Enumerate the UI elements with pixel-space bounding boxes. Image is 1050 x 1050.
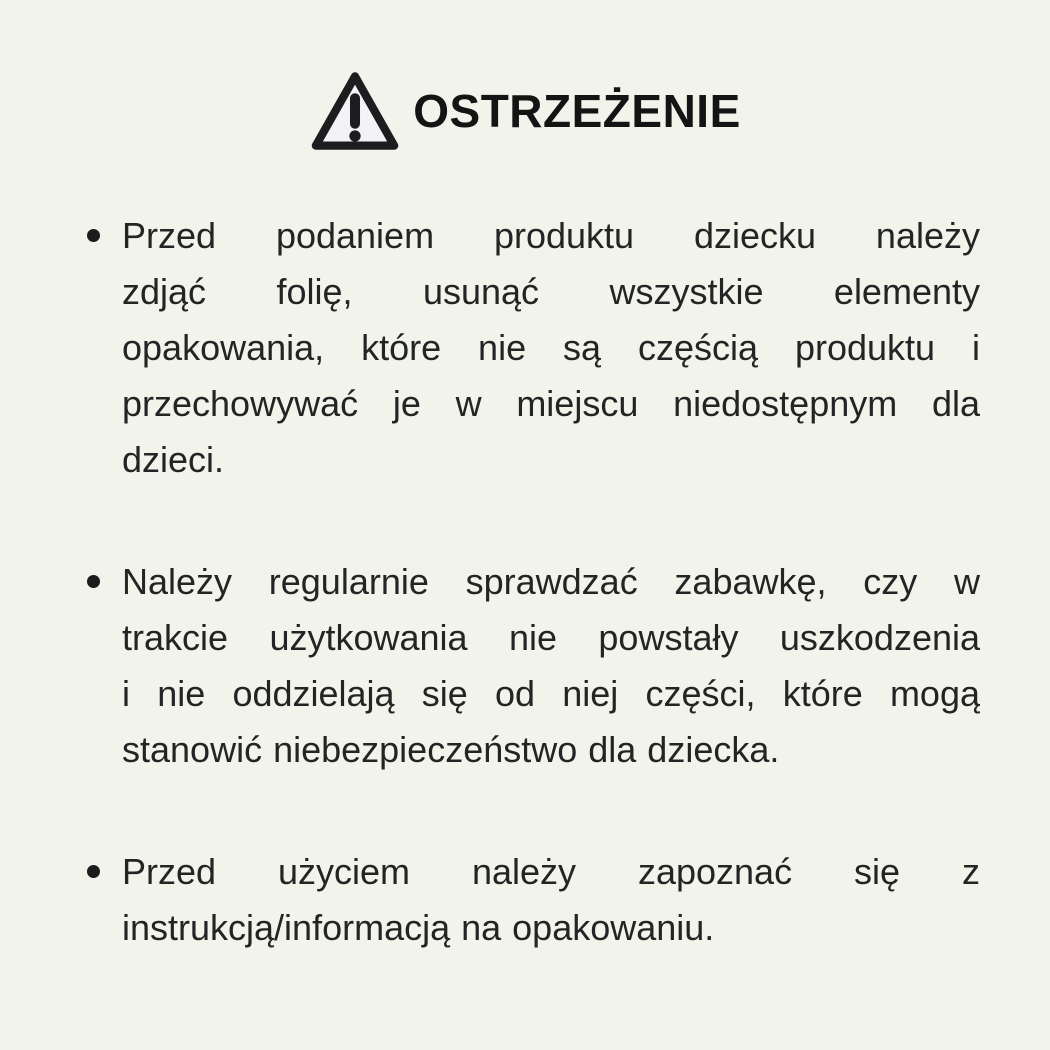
bullet-dot-icon bbox=[87, 575, 100, 588]
warning-text-line: instrukcją/informacją na opakowaniu. bbox=[122, 907, 715, 948]
warning-header bbox=[0, 0, 1050, 152]
warning-text-line: trakcie użytkowania nie powstały uszkodzenia bbox=[122, 617, 980, 658]
list-item bbox=[84, 844, 980, 956]
warning-list bbox=[84, 208, 980, 956]
warning-text-line: Należy regularnie sprawdzać zabawkę, czy w bbox=[122, 561, 980, 602]
warning-text-line: zdjąć folię, usunąć wszystkie elementy bbox=[122, 271, 980, 312]
warning-text-line: przechowywać je w miejscu niedostępnym dla bbox=[122, 383, 980, 424]
warning-text-line: stanowić niebezpieczeństwo dla dziecka. bbox=[122, 729, 780, 770]
warning-triangle-icon bbox=[309, 70, 401, 152]
bullet-dot-icon bbox=[87, 865, 100, 878]
warning-text-line: dzieci. bbox=[122, 439, 225, 480]
list-item bbox=[84, 208, 980, 488]
list-item bbox=[84, 554, 980, 778]
warning-text-line: Przed użyciem należy zapoznać się z bbox=[122, 851, 980, 892]
warning-text-line: Przed podaniem produktu dziecku należy bbox=[122, 215, 980, 256]
bullet-dot-icon bbox=[87, 229, 100, 242]
page-title: OSTRZEŻENIE bbox=[413, 85, 741, 137]
warning-text-line: opakowania, które nie są częścią produktu i bbox=[122, 327, 980, 368]
warning-text-line: i nie oddzielają się od niej części, które mogą bbox=[122, 673, 980, 714]
